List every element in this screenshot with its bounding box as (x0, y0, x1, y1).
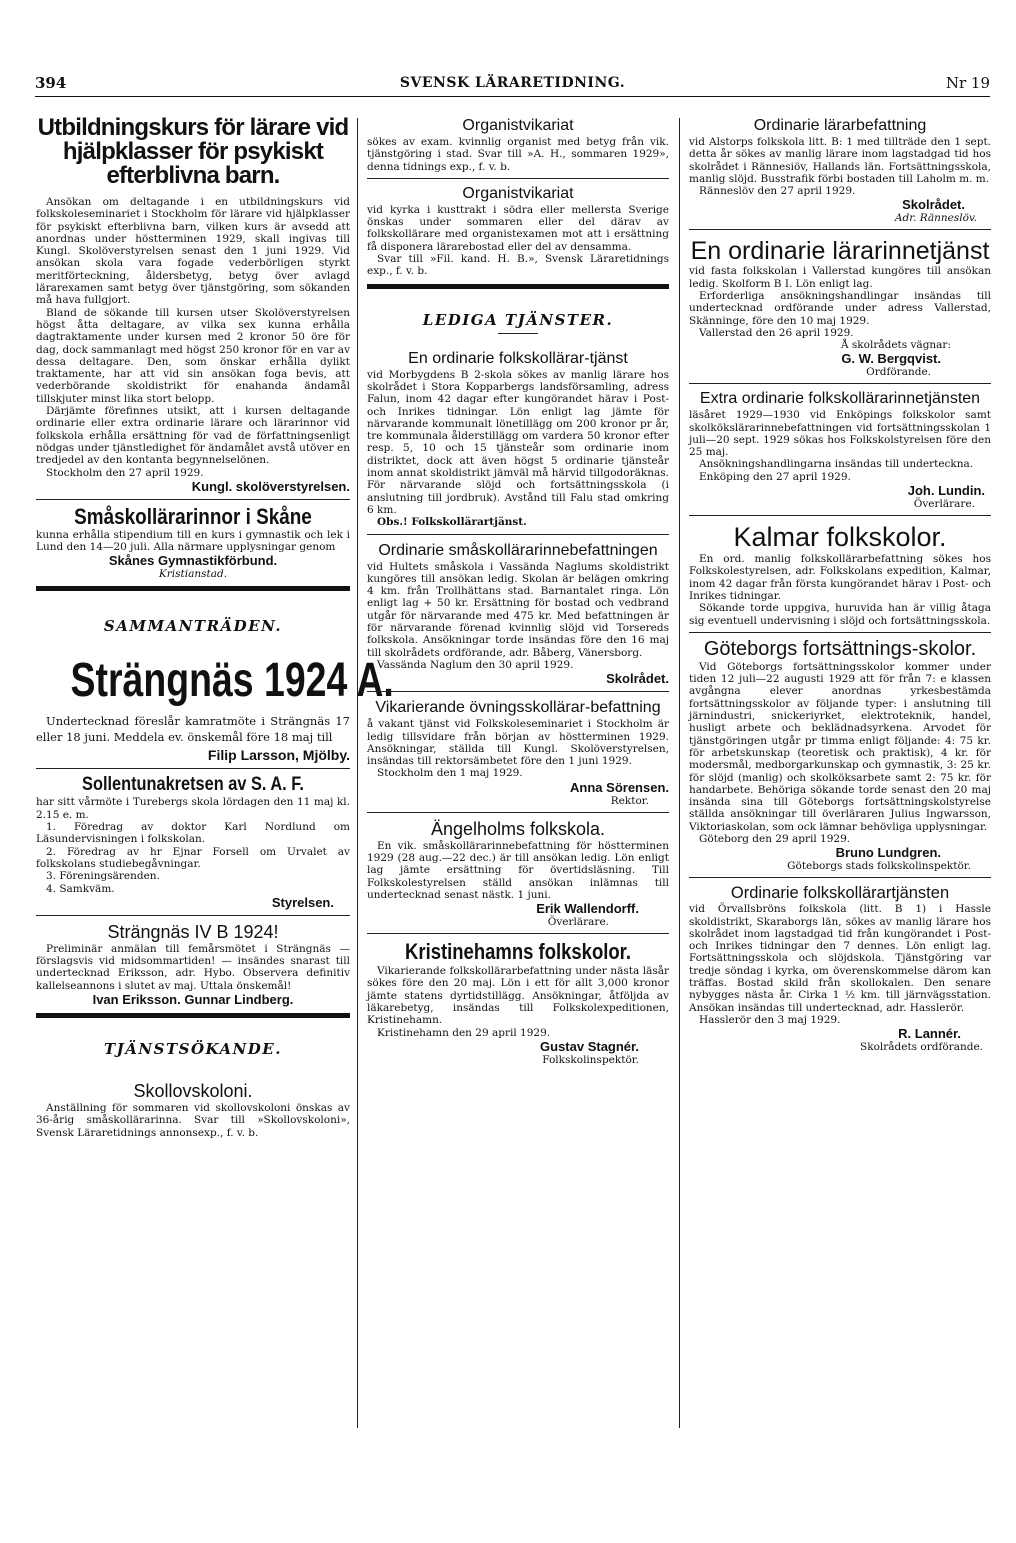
ad-signature-role: Folkskolinspektör. (542, 1053, 639, 1066)
ad-reply: Svar till »Fil. kand. H. B.», Svensk Läraretidnings exp., f. v. b. (367, 253, 669, 278)
ad-body: läsåret 1929—1930 vid Enköpings folkskolor samt skolkökslärarinnebefattningen vid fortsättningsskolan 1 juli—20 sept. 1929 sökas hos Folkskolstyrelsen före den 25 maj. (689, 409, 991, 459)
divider (689, 383, 991, 384)
ad-date: Ränneslöv den 27 april 1929. (699, 185, 856, 198)
ad-title: Göteborgs fortsättnings-skolor. (703, 637, 977, 660)
divider (367, 812, 669, 813)
ad-ordinarie-folkskollarartjanst (367, 348, 669, 529)
ad-date: Vallerstad den 26 april 1929. (699, 326, 854, 339)
ad-goteborgs-fortsattningsskolor (689, 638, 991, 872)
ad-signature: Anna Sörensen. (570, 779, 669, 795)
list-item: 1. Föredrag av doktor Karl Nordlund om Läsundervisningen i folkskolan. (36, 821, 350, 846)
ad-signature-role: Rektor. (610, 794, 649, 807)
ad-date: Stockholm den 27 april 1929. (46, 466, 204, 479)
ad-vikarierande-ovningsskollarar (367, 697, 669, 806)
ad-date: Hasslerör den 3 maj 1929. (699, 1013, 841, 1026)
ad-date: Vassända Naglum den 30 april 1929. (377, 658, 574, 671)
ad-body: Preliminär anmälan till femårsmötet i Strängnäs — förslagsvis vid midsommartiden! — insändes snarast till undertecknad Eriksson, adr. Hybo. Observera definitiv kallelseannons i slutet av maj. Uttala önskemål! (36, 942, 350, 992)
divider (367, 691, 669, 692)
ad-signature: Skånes Gymnastikförbund. (108, 553, 278, 569)
ad-note: Obs.! Folkskollärartjänst. (377, 516, 527, 529)
ad-body: å vakant tjänst vid Folkskoleseminariet i Stockholm är ledig tillsvidare från början av höstterminen 1929. Ansökningar, ställda till Kungl. Skolöverstyrelsen, insändas till rektorsämbetet före den 1 juni 1929. (367, 718, 669, 768)
ad-title: Ordinarie lärarbefattning (753, 117, 927, 134)
divider (689, 515, 991, 516)
ad-date: Stockholm den 1 maj 1929. (377, 767, 523, 780)
ad-title: Organistvikariat (462, 117, 574, 134)
ad-body: kunna erhålla stipendium till en kurs i gymnastik och lek i Lund den 14—20 juli. Alla närmare upplysningar genom (36, 528, 350, 554)
ad-en-ordinarie-lararinnetjanst (689, 238, 991, 378)
ad-body: har sitt vårmöte i Turebergs skola lördagen den 11 maj kl. 2.15 e. m. (36, 796, 350, 821)
ad-title: En ordinarie lärarinnetjänst (690, 237, 990, 266)
divider (36, 499, 350, 500)
ad-body: Vid Göteborgs fortsättningsskolor kommer under tiden 12 juli—22 augusti 1929 att för från 7: e klassen avgångna elever anordnas yrkesbestämda fortsättningsskolor av följande typer: i anslutning till järnindustri, snickeriyrket, elektroteknik, handel, husligt arbete och beklädnadsyrkena. Arvodet för tjänstgöringen utgår pr timma enligt följande: 4: 75 kr. för arbetskunskap (teoretisk och praktisk), 4 kr. för modersmål, medborgarkunskap och gymnastik, 3: 25 kr. för slöjd (manlig) och skolköksarbete samt 2: 75 kr. för handarbete. Behöriga sökande torde senast den 20 maj insända sina till Göteborgs fortsättningskolstyrelse ställda ansökningar till överläraren Julius Ingwarsson, Viktoriaskolan, som ock lämnar behövliga upplysningar. (689, 660, 991, 833)
ad-signature: Erik Wallendorff. (536, 901, 639, 917)
ad-strangnas-ivb (36, 921, 350, 1007)
ad-body: En vik. småskollärarinnebefattning för höstterminen 1929 (28 aug.—22 dec.) är till ansökan ledig. Lön enligt lag jämte ersättning för övertidsläsning. Till Folkskolestyrelsen ställd ansökan inlämnas till undertecknad senast nästk. 1 juni. (367, 839, 669, 901)
divider (367, 178, 669, 179)
divider (367, 534, 669, 535)
ad-signature: R. Lannér. (898, 1026, 961, 1042)
ad-body: Anställning för sommaren vid skollovskoloni önskas av 36-årig småskollärarinna. Svar till »Skollovskoloni», Svensk Läraretidnings annonsexp., f. v. b. (36, 1101, 350, 1139)
ad-body: Erforderliga ansökningshandlingar insändas till undertecknad ordförande under adress Vallerstad, Skänninge, före den 10 maj 1929. (689, 290, 991, 327)
ad-skollovskoloni (36, 1080, 350, 1139)
ad-title: En ordinarie folkskollärar-tjänst (408, 349, 628, 367)
ad-body: sökes av exam. kvinnlig organist med betyg från vik. tjänstgöring i stad. Svar till »A. H., sommaren 1929», denna tidnings exp., f. v. b. (367, 136, 669, 173)
divider (689, 632, 991, 633)
ad-signature: Styrelsen. (271, 894, 334, 910)
page-number: 394 (35, 74, 67, 92)
divider-thick (36, 1013, 350, 1018)
ad-signature: Kungl. skolöverstyrelsen. (191, 478, 350, 494)
section-heading: SAMMANTRÄDEN. (103, 617, 283, 636)
ad-signature: Skolrådet. (606, 671, 669, 687)
ad-body: Därjämte förefinnes utsikt, att i kursen deltagande ordinarie eller extra ordinarie lärare och lärarinnor vid folkskola erhålla ersättning för vad de författningsenligt nödgas under tjänstledighet för ändamålet avstå utöver en tredjedel av den kontanta begynnelselönen. (36, 405, 350, 467)
ad-title: Strängnäs IV B 1924! (107, 921, 279, 942)
column-rule (357, 118, 358, 1428)
ad-title: Sollentunakretsen av S. A. F. (82, 774, 304, 796)
divider-short (498, 333, 538, 334)
ad-signature-place: Kristianstad. (158, 568, 228, 581)
ad-body: vid Morbygdens B 2-skola sökes av manlig lärare hos skolrådet i Stora Kopparbergs landsförsamling, adress Falun, inom 42 dagar efter kungörandet härav i Post- och Inrikes tidningar. Lön enligt lag jämte för närvarande kommunalt lönetillägg om 200 kronor pr år, tre kommunala ålderstillägg om vardera 50 kronor efter resp. 5, 10 och 15 tjänsteår som ordinarie inom distriktet, dock att även högst 5 ordinarie tjänsteår inom annat skoldistrikt jämväl må härvid tillgodoräknas. För närvarande slöjd och fortsättningsskola (i anslutning till jordbruk). Avstånd till Falu stad omkring 6 km. (367, 368, 669, 516)
divider-thick (36, 586, 350, 591)
ad-title: Vikarierande övningsskollärar-befattning (375, 699, 661, 717)
ad-title: Extra ordinarie folkskollärarinnetjänsten (699, 390, 981, 408)
ad-title: Ängelholms folkskola. (430, 818, 606, 839)
ad-title: Kristinehamns folkskolor. (405, 939, 631, 965)
ad-body: Vikarierande folkskollärarbefattning under nästa läsår sökes före den 20 maj. Lön i ett för allt 3,000 kronor jämte statens dyrtidstillägg. Ansökningar, åtföljda av läkarebetyg, insändas till Folkskolexpeditionen, Kristinehamn. (367, 965, 669, 1027)
ad-organistvikariat-2 (367, 184, 669, 278)
section-heading: TJÄNSTSÖKANDE. (104, 1039, 282, 1058)
column-rule (679, 118, 680, 1428)
ad-body: En ord. manlig folkskollärarbefattning sökes hos Folkskolestyrelsen, adr. Folkskolans expedition, Kalmar, inom 42 dagar från första kungörandet härav i Post- och Inrikes tidningar. (689, 553, 991, 602)
newspaper-title: SVENSK LÄRARETIDNING. (399, 75, 626, 91)
ad-signature: Gustav Stagnér. (540, 1038, 639, 1054)
ad-title: Organistvikariat (462, 184, 574, 202)
ad-body: Ansökan om deltagande i en utbildningskurs vid folkskoleseminariet i Stockholm för lärare vid hjälpklasser för psykiskt efterblivna barn, vilken kurs är avsedd att anordnas under höstterminen 1929, skall ingivas till Kungl. Skolöverstyrelsen senast den 1 juni 1929. Vid ansökan skola vara fogade vederbörligen styrkt meritförteckning, åldersbetyg, betyg över avlagd lärarexamen samt betyg över tjänstgöring, som sökanden må hava fullgjort. (36, 196, 350, 307)
ad-signature-address: Adr. Ränneslöv. (894, 212, 977, 225)
ad-organistvikariat-1 (367, 116, 669, 173)
ad-body: Ansökningshandlingarna insändas till underteckna. (699, 458, 974, 471)
ad-strangnas-1924a (36, 654, 394, 764)
divider (36, 768, 350, 769)
ad-body: vid Örvallsbröns folkskola (litt. B 1) i Hassle skoldistrikt, Skaraborgs län, sökes av manlig lärare hos skolrådet inom lagstadgad tid från kungörandet i Post- och Inrikes tidningar den 7 dennes. Lön enligt lag. Fortsättningsskola och slöjdskola. Tjänstgöring var tredje söndag i kyrka, om överenskommelse därom kan träffas. Bostad skild från skollokalen. Den senare nybygges nästa år. Cirka 1 ½ km. till järnvägsstation. Ansökan insändas till undertecknad, adr. Hasslerör. (689, 903, 991, 1014)
ad-behalf: Å skolrådets vägnar: (840, 339, 951, 352)
ad-ordinarie-folkskollarartjansten (689, 883, 991, 1053)
ad-ordinarie-lararbefattning (689, 116, 991, 224)
ad-date: Göteborg den 29 april 1929. (699, 832, 851, 845)
ad-signature: G. W. Bergqvist. (841, 351, 941, 367)
ad-signature: Bruno Lundgren. (835, 845, 941, 861)
divider (36, 915, 350, 916)
ad-signature-role: Överlärare. (547, 916, 609, 929)
ad-signature-role: Göteborgs stads folkskolinspektör. (787, 860, 971, 873)
issue-number: Nr 19 (945, 74, 990, 92)
ad-smaskollararinnor (36, 505, 350, 581)
ad-title: Strängnäs 1924 A. (70, 654, 394, 708)
page-header (35, 74, 990, 97)
ad-body: Undertecknad föreslår kamratmöte i Strängnäs 17 eller 18 juni. Meddela ev. önskemål före 18 maj till (36, 714, 350, 745)
column-left (36, 114, 394, 1139)
ad-body: Sökande torde uppgiva, huruvida han är villig åtaga sig eventuell undervisning i slöjd och fortsättningsskola. (689, 602, 991, 627)
column-middle (367, 116, 669, 1066)
ad-ordinarie-smaskollararinne (367, 540, 669, 687)
ad-signature-role: Skolrådets ordförande. (860, 1041, 983, 1054)
divider (689, 229, 991, 230)
section-heading: LEDIGA TJÄNSTER. (422, 310, 614, 329)
ad-title: Ordinarie småskollärarinnebefattningen (378, 541, 658, 559)
ad-signature: Skolrådet. (902, 197, 965, 213)
ad-kristinehamns-folkskolor (367, 939, 669, 1066)
ad-date: Enköping den 27 april 1929. (699, 470, 851, 483)
ad-title: Skollovskoloni. (133, 1080, 253, 1101)
ad-body: vid Alstorps folkskola litt. B: 1 med tillträde den 1 sept. detta år sökes av manlig lärare inom lagstadgad tid hos skolrådet i Rännesiöv, Hallands län. Fortsättningsskola, manlig slöjd. Busstrafik förbi bostaden till Laholm m. m. (689, 136, 991, 185)
ad-title: Ordinarie folkskollärartjänsten (730, 884, 950, 903)
list-item: 3. Föreningsärenden. (46, 870, 160, 883)
ad-date: Kristinehamn den 29 april 1929. (377, 1026, 551, 1039)
ad-signature-role: Ordförande. (866, 366, 931, 379)
ad-utbildningskurs (36, 116, 350, 494)
divider-thick (367, 284, 669, 289)
ad-body: Bland de sökande till kursen utser Skolöverstyrelsen högst åtta deltagare, av vilka sex kunna erhålla dagtraktamente under kursen med 2 kronor 50 öre för dag, dock sammanlagt med högst 250 kronor för en var av dessa deltagare. Den, som önskar erhålla dylikt traktamente, har att vid sin ansökan foga bevis, att vederbörande skoldistrikt för enahanda ändamål tillskjuter minst lika stort belopp. (36, 306, 350, 405)
ad-sollentunakretsen (36, 774, 350, 909)
ad-title: Utbildningskurs för lärare vid hjälpklasser för psykiskt efterblivna barn. (37, 114, 349, 189)
ad-title: Småskollärarinnor i Skåne (74, 503, 312, 529)
divider (367, 933, 669, 934)
ad-body: vid Hultets småskola i Vassända Naglums skoldistrikt kungöres till ansökan ledig. Skolan är belägen omkring 4 km. från Trollhättans stad. Barnantalet ringa. Lön enligt lag + 50 kr. Ersättning för bostad och vedbrand utgår för närvarande med 475 kr. Med befattningen är för närvarande förenad kvinnlig slöjd vid Torsereds folkskola. Ansökningar torde insändas före den 16 maj till skolrådets ordförande, adr. Båberg, Vänersborg. (367, 560, 669, 659)
ad-title: Kalmar folkskolor. (733, 522, 947, 553)
column-right (689, 116, 991, 1053)
ad-extra-ordinarie (689, 389, 991, 510)
ad-body: vid fasta folkskolan i Vallerstad kungöres till ansökan ledig. Skolform B I. Lön enligt lag. (689, 265, 991, 290)
ad-signature-role: Överlärare. (913, 498, 975, 511)
ad-body: vid kyrka i kusttrakt i södra eller mellersta Sverige önskas under sommaren eller del därav av folkskollärare med organistexamen mot att i ersättning få disponera lärarebostad eller del av densamma. (367, 203, 669, 253)
ad-signature: Filip Larsson, Mjölby. (207, 747, 350, 764)
ad-signature: Joh. Lundin. (907, 483, 985, 499)
list-item: 2. Föredrag av hr Ejnar Forsell om Urvalet av folkskolans studiebegåvningar. (36, 845, 350, 870)
list-item: 4. Samkväm. (46, 882, 115, 895)
divider (689, 877, 991, 878)
ad-angelholms-folkskola (367, 818, 669, 928)
ad-signature: Ivan Eriksson. Gunnar Lindberg. (92, 991, 294, 1007)
ad-kalmar-folkskolor (689, 521, 991, 627)
